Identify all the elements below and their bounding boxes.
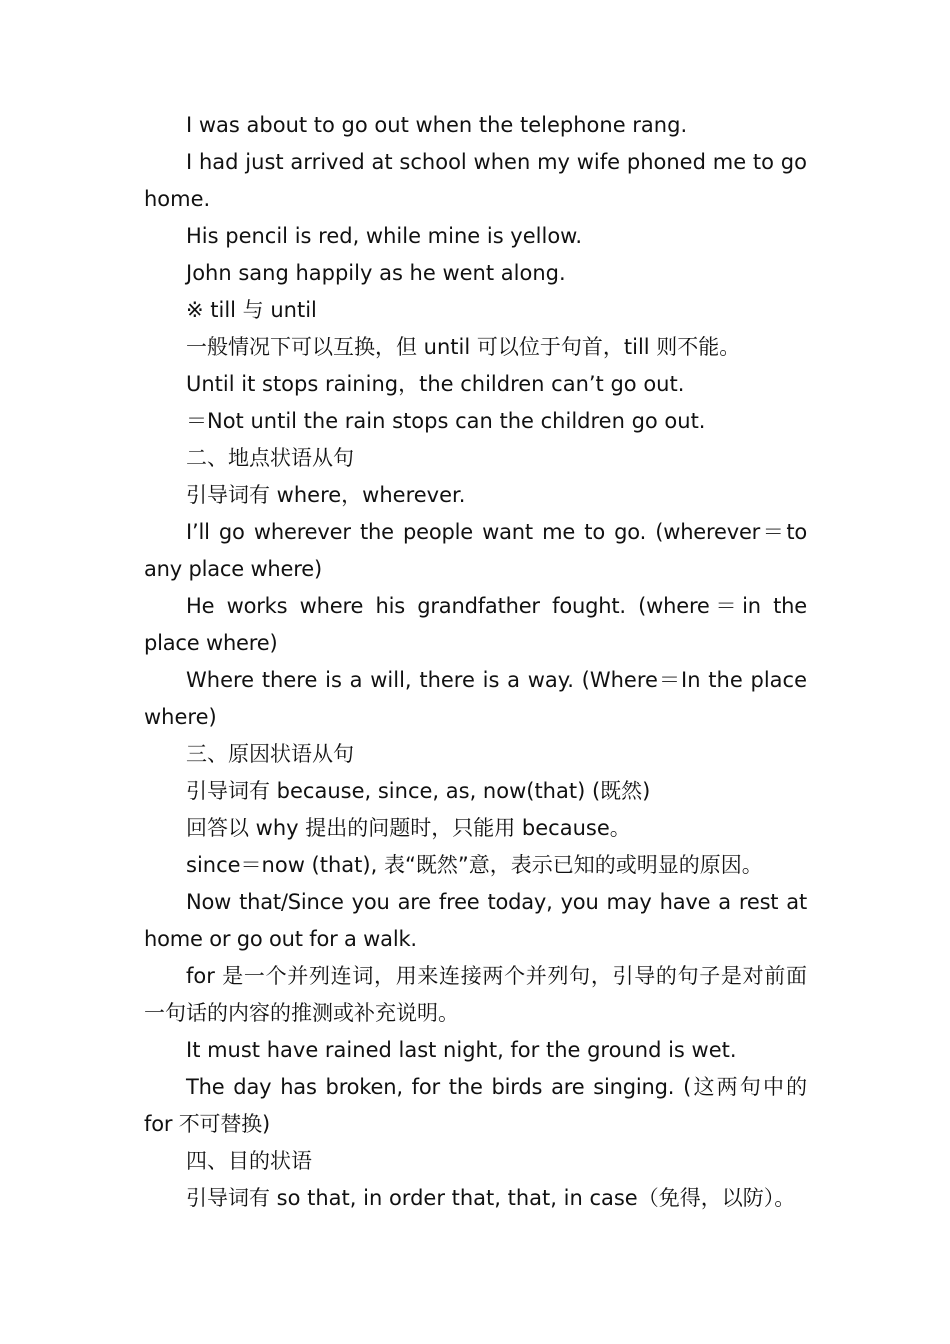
section-heading: 二、地点状语从句 — [186, 446, 354, 470]
example-sentence: His pencil is red, while mine is yellow. — [186, 224, 583, 248]
section-heading: 四、目的状语 — [186, 1149, 312, 1173]
example-sentence: I had just arrived at school when my wife phoned me to go home. — [144, 150, 807, 211]
example-sentence: I’ll go wherever the people want me to go. (wherever＝to any place where) — [144, 520, 807, 581]
example-sentence: Where there is a will, there is a way. (Where＝In the place where) — [144, 668, 807, 729]
explanation-text: 引导词有 so that, in order that, that, in case（免得，以防）。 — [186, 1186, 796, 1210]
example-sentence: ＝Not until the rain stops can the children go out. — [186, 409, 706, 433]
document-body — [144, 107, 807, 1217]
explanation-text: since＝now (that), 表“既然”意，表示已知的或明显的原因。 — [186, 853, 763, 877]
example-sentence: I was about to go out when the telephone rang. — [186, 113, 688, 137]
example-sentence: Now that/Since you are free today, you may have a rest at home or go out for a walk. — [144, 890, 807, 951]
note-heading: ※ till 与 until — [186, 298, 317, 322]
example-sentence: The day has broken, for the birds are singing. (这两句中的 for 不可替换) — [144, 1075, 807, 1136]
example-sentence: It must have rained last night, for the ground is wet. — [186, 1038, 737, 1062]
explanation-text: 引导词有 where，wherever. — [186, 483, 466, 507]
example-sentence: John sang happily as he went along. — [186, 261, 566, 285]
explanation-text: 回答以 why 提出的问题时，只能用 because。 — [186, 816, 631, 840]
example-sentence: Until it stops raining，the children can’t go out. — [186, 372, 685, 396]
example-sentence: He works where his grandfather fought. (where＝in the place where) — [144, 594, 807, 655]
explanation-text: 引导词有 because, since, as, now(that) (既然) — [186, 779, 651, 803]
explanation-text: for 是一个并列连词，用来连接两个并列句，引导的句子是对前面一句话的内容的推测或补充说明。 — [144, 964, 807, 1025]
explanation-text: 一般情况下可以互换，但 until 可以位于句首，till 则不能。 — [186, 335, 741, 359]
section-heading: 三、原因状语从句 — [186, 742, 354, 766]
